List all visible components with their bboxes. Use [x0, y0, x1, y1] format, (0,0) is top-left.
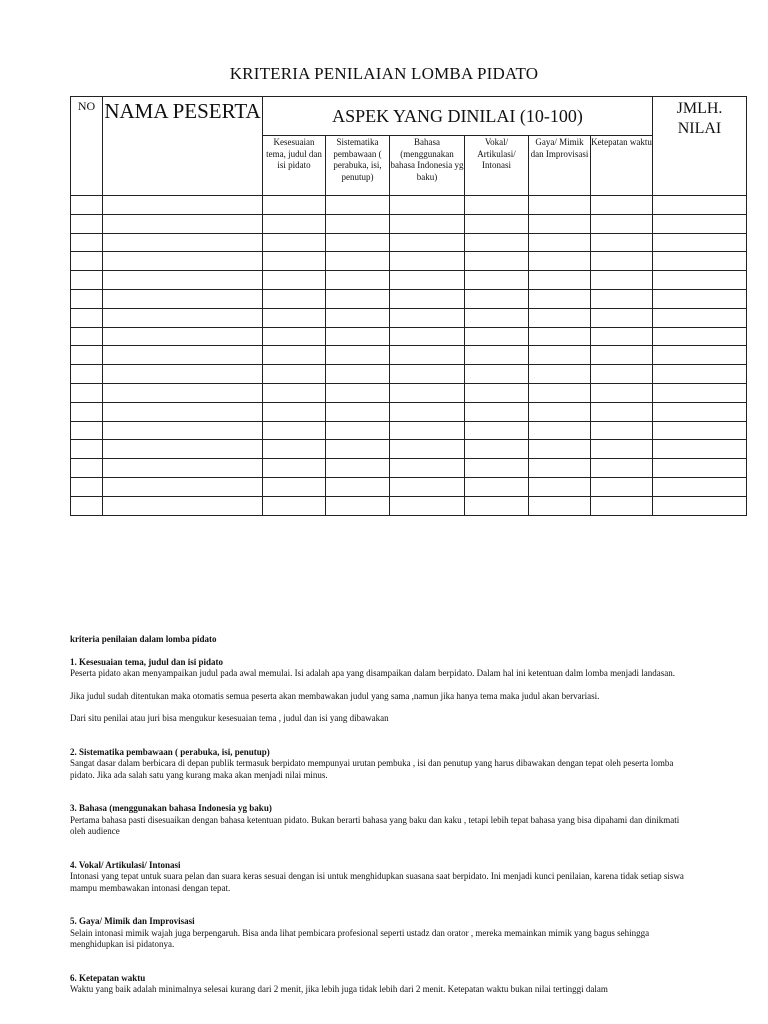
table-cell: [591, 327, 653, 346]
table-row: [71, 327, 747, 346]
table-cell: [263, 496, 326, 515]
table-cell: [103, 308, 263, 327]
table-cell: [71, 477, 103, 496]
table-cell: [465, 252, 529, 271]
page-title: KRITERIA PENILAIAN LOMBA PIDATO: [229, 64, 539, 83]
table-cell: [71, 233, 103, 252]
subheader-ketepatan: Ketepatan waktu: [591, 136, 653, 196]
table-row: [71, 496, 747, 515]
table-cell: [529, 233, 591, 252]
table-cell: [263, 365, 326, 384]
table-cell: [71, 365, 103, 384]
table-row: [71, 271, 747, 290]
table-cell: [529, 421, 591, 440]
table-cell: [591, 383, 653, 402]
table-cell: [326, 402, 390, 421]
table-cell: [653, 308, 747, 327]
table-cell: [71, 214, 103, 233]
table-cell: [71, 383, 103, 402]
table-cell: [326, 271, 390, 290]
table-cell: [263, 196, 326, 215]
table-cell: [326, 477, 390, 496]
criteria-description: [70, 634, 690, 996]
table-cell: [653, 440, 747, 459]
table-cell: [263, 308, 326, 327]
table-cell: [465, 421, 529, 440]
table-cell: [71, 440, 103, 459]
section-2-heading: 2. Sistematika pembawaan ( perabuka, isi, penutup): [70, 746, 270, 757]
table-cell: [465, 477, 529, 496]
table-cell: [653, 421, 747, 440]
table-cell: [103, 496, 263, 515]
table-cell: [390, 496, 465, 515]
section-2-paragraph: Sangat dasar dalam berbicara di depan publik termasuk berpidato mempunyai urutan pembuka , isi dan penutup yang harus dibawakan dengan tepat oleh peserta lomba pidato. Jika ada salah satu yang kurang maka akan menjadi nilai minus.: [70, 758, 674, 780]
section-6-paragraph: Waktu yang baik adalah minimalnya selesai kurang dari 2 menit, jika lebih juga tidak lebih dari 2 menit. Ketepatan waktu bukan nilai tertinggi dalam: [70, 984, 608, 994]
table-cell: [103, 233, 263, 252]
table-cell: [465, 289, 529, 308]
header-nama-peserta: NAMA PESERTA: [103, 97, 263, 196]
table-cell: [326, 252, 390, 271]
table-cell: [103, 346, 263, 365]
table-row: [71, 365, 747, 384]
table-cell: [465, 214, 529, 233]
table-cell: [529, 459, 591, 478]
section-1-paragraph: Jika judul sudah ditentukan maka otomatis semua peserta akan membawakan judul yang sama ,namun jika hanya tema maka judul akan bervariasi.: [70, 690, 600, 701]
table-row: [71, 421, 747, 440]
table-cell: [591, 214, 653, 233]
table-row: [71, 459, 747, 478]
table-cell: [103, 421, 263, 440]
table-cell: [653, 196, 747, 215]
table-cell: [71, 496, 103, 515]
table-cell: [103, 271, 263, 290]
table-cell: [71, 271, 103, 290]
table-cell: [529, 440, 591, 459]
table-cell: [653, 383, 747, 402]
table-cell: [326, 496, 390, 515]
subheader-sistematika: Sistematika pembawaan ( perabuka, isi, penutup): [326, 136, 390, 196]
table-cell: [263, 289, 326, 308]
table-cell: [465, 365, 529, 384]
table-cell: [71, 327, 103, 346]
table-cell: [326, 289, 390, 308]
table-cell: [653, 214, 747, 233]
table-cell: [465, 196, 529, 215]
table-cell: [591, 459, 653, 478]
section-5-paragraph: Selain intonasi mimik wajah juga berpengaruh. Bisa anda lihat pembicara profesional seperti ustadz dan orator , mereka memainkan mimik yang bagus sehingga menghidupkan isi pidatonya.: [70, 927, 650, 949]
table-cell: [263, 383, 326, 402]
table-cell: [326, 308, 390, 327]
table-cell: [390, 214, 465, 233]
table-cell: [263, 477, 326, 496]
table-cell: [71, 252, 103, 271]
table-cell: [390, 252, 465, 271]
table-cell: [653, 233, 747, 252]
table-cell: [591, 477, 653, 496]
section-4-paragraph: Intonasi yang tepat untuk suara pelan dan suara keras sesuai dengan isi untuk menghidupkan suasana saat berpidato. Ini menjadi kunci penilaian, karena tidak setiap siswa mampu membawakan intonasi dengan tepat.: [70, 871, 684, 893]
header-aspek: ASPEK YANG DINILAI (10-100): [263, 97, 653, 136]
table-cell: [653, 459, 747, 478]
table-cell: [529, 252, 591, 271]
table-cell: [103, 440, 263, 459]
table-cell: [529, 196, 591, 215]
table-cell: [465, 496, 529, 515]
table-cell: [390, 271, 465, 290]
table-cell: [263, 402, 326, 421]
table-cell: [653, 477, 747, 496]
header-jumlah-nilai: JMLH. NILAI: [653, 97, 747, 196]
table-cell: [390, 346, 465, 365]
table-cell: [529, 477, 591, 496]
table-cell: [529, 383, 591, 402]
table-cell: [390, 459, 465, 478]
table-cell: [71, 308, 103, 327]
table-cell: [591, 308, 653, 327]
table-cell: [263, 421, 326, 440]
table-cell: [71, 459, 103, 478]
table-cell: [263, 346, 326, 365]
table-cell: [465, 440, 529, 459]
table-cell: [591, 289, 653, 308]
section-1-heading: 1. Kesesuaian tema, judul dan isi pidato: [70, 656, 224, 667]
table-cell: [529, 271, 591, 290]
table-cell: [263, 440, 326, 459]
table-cell: [326, 196, 390, 215]
table-cell: [653, 402, 747, 421]
table-row: [71, 402, 747, 421]
table-cell: [465, 402, 529, 421]
intro-heading: kriteria penilaian dalam lomba pidato: [70, 634, 217, 644]
table-cell: [71, 402, 103, 421]
table-cell: [653, 327, 747, 346]
section-4-heading: 4. Vokal/ Artikulasi/ Intonasi: [70, 859, 181, 870]
table-cell: [103, 252, 263, 271]
table-cell: [591, 402, 653, 421]
table-cell: [653, 289, 747, 308]
section-1-paragraph: Peserta pidato akan menyampaikan judul pada awal memulai. Isi adalah apa yang disampaikan dalam berpidato. Dalam hal ini ketentuan dalm lomba menjadi landasan.: [70, 668, 676, 678]
table-cell: [529, 214, 591, 233]
table-cell: [529, 365, 591, 384]
table-cell: [71, 196, 103, 215]
table-cell: [653, 252, 747, 271]
table-row: [71, 383, 747, 402]
table-cell: [326, 421, 390, 440]
table-cell: [326, 233, 390, 252]
table-cell: [390, 402, 465, 421]
table-cell: [390, 365, 465, 384]
table-cell: [465, 233, 529, 252]
table-cell: [591, 196, 653, 215]
table-row: [71, 289, 747, 308]
table-row: [71, 252, 747, 271]
table-cell: [390, 421, 465, 440]
table-cell: [326, 459, 390, 478]
table-cell: [529, 289, 591, 308]
table-cell: [263, 214, 326, 233]
table-cell: [653, 271, 747, 290]
table-cell: [529, 402, 591, 421]
table-cell: [390, 440, 465, 459]
subheader-vokal: Vokal/ Artikulasi/ Intonasi: [465, 136, 529, 196]
table-cell: [653, 496, 747, 515]
table-cell: [103, 196, 263, 215]
table-cell: [326, 383, 390, 402]
table-cell: [591, 271, 653, 290]
table-cell: [390, 327, 465, 346]
table-row: [71, 440, 747, 459]
table-cell: [390, 477, 465, 496]
section-1-paragraph: Dari situ penilai atau juri bisa mengukur kesesuaian tema , judul dan isi yang dibawakan: [70, 713, 389, 723]
table-cell: [390, 308, 465, 327]
table-row: [71, 477, 747, 496]
subheader-bahasa: Bahasa (menggunakan bahasa Indonesia yg baku): [390, 136, 465, 196]
table-cell: [326, 365, 390, 384]
table-cell: [103, 459, 263, 478]
table-row: [71, 233, 747, 252]
table-cell: [591, 421, 653, 440]
table-cell: [263, 459, 326, 478]
table-row: [71, 196, 747, 215]
table-cell: [103, 289, 263, 308]
table-cell: [263, 327, 326, 346]
table-cell: [326, 214, 390, 233]
section-6-heading: 6. Ketepatan waktu: [70, 972, 146, 983]
table-cell: [529, 327, 591, 346]
table-cell: [263, 252, 326, 271]
section-3-heading: 3. Bahasa (menggunakan bahasa Indonesia yg baku): [70, 803, 272, 813]
table-cell: [591, 233, 653, 252]
table-cell: [465, 327, 529, 346]
table-cell: [103, 365, 263, 384]
table-row: [71, 346, 747, 365]
table-cell: [465, 459, 529, 478]
table-cell: [103, 383, 263, 402]
table-row: [71, 308, 747, 327]
table-cell: [390, 196, 465, 215]
subheader-gaya: Gaya/ Mimik dan Improvisasi: [529, 136, 591, 196]
table-cell: [529, 496, 591, 515]
table-cell: [529, 308, 591, 327]
table-cell: [390, 383, 465, 402]
table-cell: [465, 271, 529, 290]
table-cell: [263, 233, 326, 252]
table-cell: [529, 346, 591, 365]
table-cell: [591, 365, 653, 384]
table-cell: [465, 383, 529, 402]
table-cell: [103, 214, 263, 233]
table-cell: [465, 308, 529, 327]
table-cell: [591, 496, 653, 515]
table-cell: [71, 421, 103, 440]
table-cell: [326, 440, 390, 459]
subheader-kesesuaian: Kesesuaian tema, judul dan isi pidato: [263, 136, 326, 196]
table-cell: [103, 477, 263, 496]
table-cell: [390, 289, 465, 308]
table-cell: [103, 327, 263, 346]
table-cell: [71, 289, 103, 308]
table-cell: [71, 346, 103, 365]
table-cell: [653, 365, 747, 384]
table-cell: [591, 346, 653, 365]
table-cell: [591, 440, 653, 459]
scoring-table: [70, 96, 747, 516]
table-cell: [465, 346, 529, 365]
table-cell: [591, 252, 653, 271]
section-5-heading: 5. Gaya/ Mimik dan Improvisasi: [70, 916, 195, 926]
header-no: NO: [71, 97, 103, 196]
table-cell: [653, 346, 747, 365]
table-cell: [390, 233, 465, 252]
table-cell: [263, 271, 326, 290]
table-row: [71, 214, 747, 233]
section-3-paragraph: Pertama bahasa pasti disesuaikan dengan bahasa ketentuan pidato. Bukan berarti bahasa yang baku dan kaku , tetapi lebih tepat bahasa yang bisa dipahami dan dinikmati oleh audience: [70, 814, 680, 836]
table-cell: [326, 346, 390, 365]
table-cell: [326, 327, 390, 346]
table-cell: [103, 402, 263, 421]
